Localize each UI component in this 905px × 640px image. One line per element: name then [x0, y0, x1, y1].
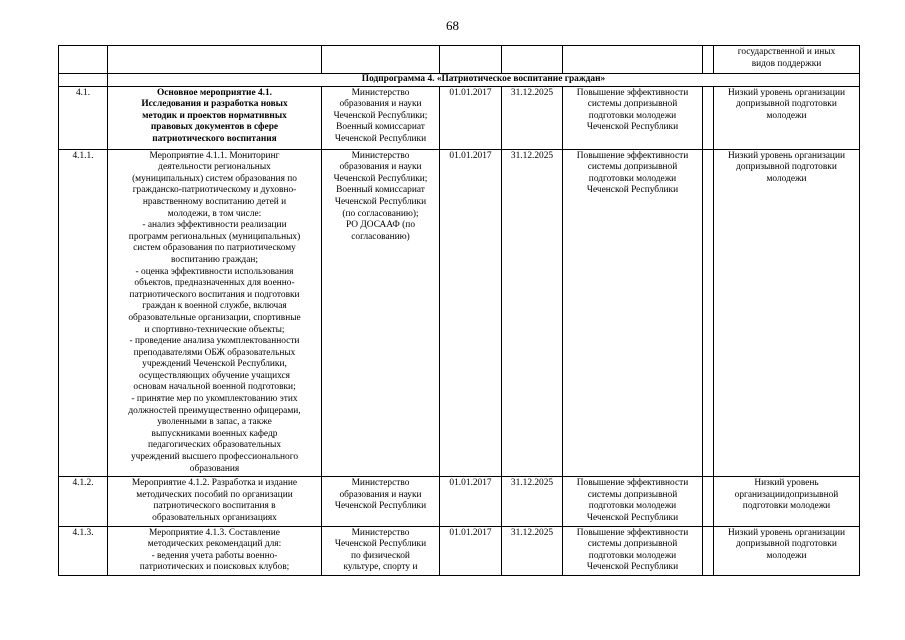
- cell-end: 31.12.2025: [502, 149, 563, 477]
- subprogram-title: Подпрограмма 4. «Патриотическое воспитание граждан»: [108, 74, 860, 87]
- cell-name: Мероприятие 4.1.1. Мониторинг деятельности региональных (муниципальных) систем образования по гражданско-патриотическому и духовно- нравственному воспитанию детей и молодежи, в том числе: - анализ эффективности реализации программ региональных (муниципальных) систем образования по патриотическому воспитанию граждан; - оценка эффективности использования объектов, предназначенных для военно- патриотического воспитания и подготовки граждан к военной службе, включая образовательные организации, спортивные и спортивно-технические объекты; - проведение анализа укомплектованности преподавателями ОБЖ образовательных учреждений Чеченской Республики, осуществляющих обучение учащихся основам начальной военной подготовки; - принятие мер по укомплектованию этих должностей преимущественно офицерами, уволенными в запас, а также выпускниками военных кафедр педагогических образовательных учреждений высшего профессионального образования: [108, 149, 322, 477]
- cell-result: Повышение эффективности системы допризывной подготовки молодежи Чеченской Республики: [563, 149, 703, 477]
- cell-empty: [59, 74, 108, 87]
- table-row: [59, 526, 860, 575]
- cell-risk: Низкий уровень организациидопризывной подготовки молодежи: [714, 477, 860, 526]
- cell-blank: [703, 526, 714, 575]
- cell-risk: Низкий уровень организации допризывной подготовки молодежи: [714, 86, 860, 149]
- cell-result: Повышение эффективности системы допризывной подготовки молодежи Чеченской Республики: [563, 526, 703, 575]
- cell-blank: [703, 86, 714, 149]
- cell-result: [563, 46, 703, 74]
- cell-end: 31.12.2025: [502, 477, 563, 526]
- cell-name: Основное мероприятие 4.1. Исследования и разработка новых методик и проектов нормативных правовых документов в сфере патриотического воспитания: [108, 86, 322, 149]
- cell-result: Повышение эффективности системы допризывной подготовки молодежи Чеченской Республики: [563, 86, 703, 149]
- cell-executor: Министерство Чеченской Республики по физической культуре, спорту и: [322, 526, 440, 575]
- cell-support: государственной и иных видов поддержки: [714, 46, 860, 74]
- cell-executor: Министерство образования и науки Чеченской Республики; Военный комиссариат Чеченской Республики: [322, 86, 440, 149]
- cell-name: [108, 46, 322, 74]
- cell-executor: [322, 46, 440, 74]
- cell-risk: Низкий уровень организации допризывной подготовки молодежи: [714, 526, 860, 575]
- cell-start: 01.01.2017: [440, 526, 502, 575]
- cell-num: [59, 46, 108, 74]
- page-number: 68: [446, 18, 459, 33]
- table-row: [59, 86, 860, 149]
- cell-start: 01.01.2017: [440, 86, 502, 149]
- cell-num: 4.1.2.: [59, 477, 108, 526]
- cell-name: Мероприятие 4.1.2. Разработка и издание методических пособий по организации патриотического воспитания в образовательных организациях: [108, 477, 322, 526]
- cell-end: 31.12.2025: [502, 526, 563, 575]
- cell-executor: Министерство образования и науки Чеченской Республики: [322, 477, 440, 526]
- table-row-continuation: [59, 46, 860, 74]
- cell-blank: [703, 46, 714, 74]
- cell-blank: [703, 477, 714, 526]
- cell-start: 01.01.2017: [440, 477, 502, 526]
- table-row: [59, 149, 860, 477]
- cell-blank: [703, 149, 714, 477]
- cell-result: Повышение эффективности системы допризывной подготовки молодежи Чеченской Республики: [563, 477, 703, 526]
- cell-executor: Министерство образования и науки Чеченской Республики; Военный комиссариат Чеченской Республики (по согласованию); РО ДОСААФ (по согласованию): [322, 149, 440, 477]
- cell-end: 31.12.2025: [502, 86, 563, 149]
- cell-num: 4.1.: [59, 86, 108, 149]
- subprogram-row: [59, 74, 860, 87]
- cell-name: Мероприятие 4.1.3. Составление методических рекомендаций для: - ведения учета работы военно- патриотических и поисковых клубов;: [108, 526, 322, 575]
- activities-table: [58, 45, 860, 576]
- cell-start: 01.01.2017: [440, 149, 502, 477]
- cell-num: 4.1.1.: [59, 149, 108, 477]
- table-row: [59, 477, 860, 526]
- cell-end: [502, 46, 563, 74]
- cell-start: [440, 46, 502, 74]
- cell-num: 4.1.3.: [59, 526, 108, 575]
- cell-risk: Низкий уровень организации допризывной подготовки молодежи: [714, 149, 860, 477]
